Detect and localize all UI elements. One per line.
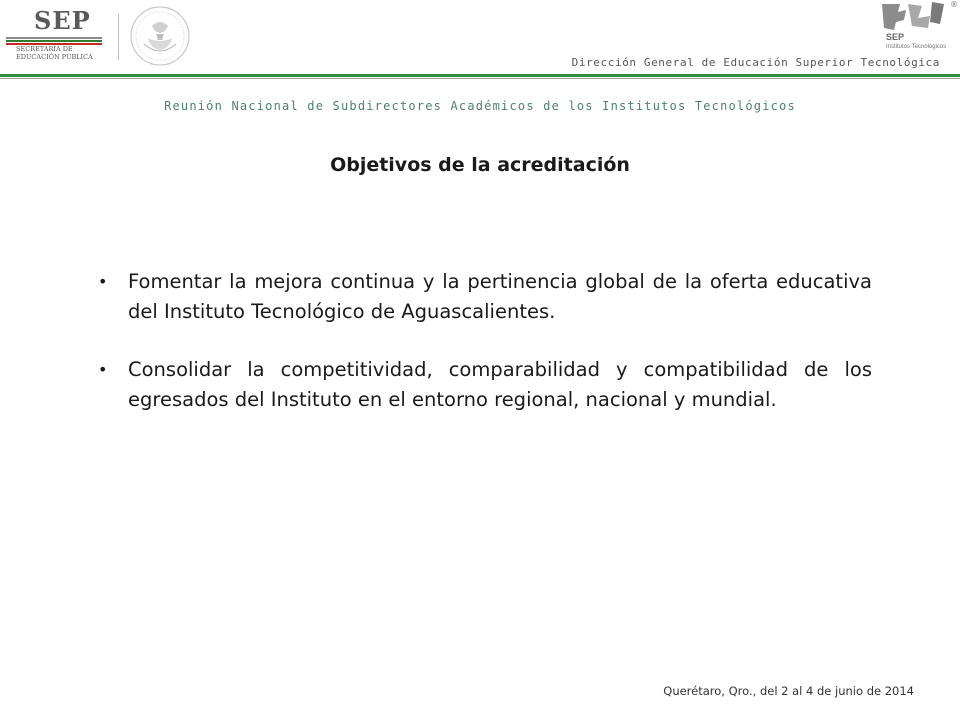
bullet-item [96, 355, 872, 415]
sep-logo [6, 8, 106, 62]
bullet-text: Fomentar la mejora continua y la pertinencia global de la oferta educativa del Instituto Tecnológico de Aguascalientes. [128, 270, 872, 323]
sep-logo-green-stripe [6, 40, 102, 42]
slide-title: Objetivos de la acreditación [330, 154, 630, 176]
sep-logo-word: SEP [34, 6, 91, 35]
sep-logo-subtitle [16, 45, 93, 61]
sep-logo-gray-stripe [6, 37, 102, 39]
coat-of-arms-seal-icon [128, 4, 192, 68]
bullet-dot-icon: • [98, 272, 108, 291]
organization-name: Dirección General de Educación Superior Tecnológica [571, 56, 940, 69]
bullet-text: Consolidar la competitividad, comparabilidad y compatibilidad de los egresados del Instituto en el entorno regional, nacional y mundial. [128, 358, 872, 411]
bullet-item [96, 267, 872, 327]
bullet-dot-icon: • [98, 360, 108, 379]
meeting-title: Reunión Nacional de Subdirectores Académicos de los Institutos Tecnológicos [164, 99, 796, 113]
header-divider [118, 14, 119, 60]
tecnologicos-logo-icon [878, 0, 950, 50]
bullet-list [96, 267, 872, 443]
tec-logo-subtitle: Institutos Tecnológicos [886, 44, 947, 50]
footer-location-date: Querétaro, Qro., del 2 al 4 de junio de 2014 [663, 684, 914, 698]
sep-logo-subtitle-line2: EDUCACIÓN PÚBLICA [16, 53, 93, 61]
tec-logo-word: SEP [886, 32, 905, 42]
header-rule-gray [0, 78, 960, 79]
header-rule-green [0, 74, 960, 77]
registered-mark: ® [950, 0, 958, 9]
sep-logo-subtitle-line1: SECRETARÍA DE [16, 45, 73, 53]
